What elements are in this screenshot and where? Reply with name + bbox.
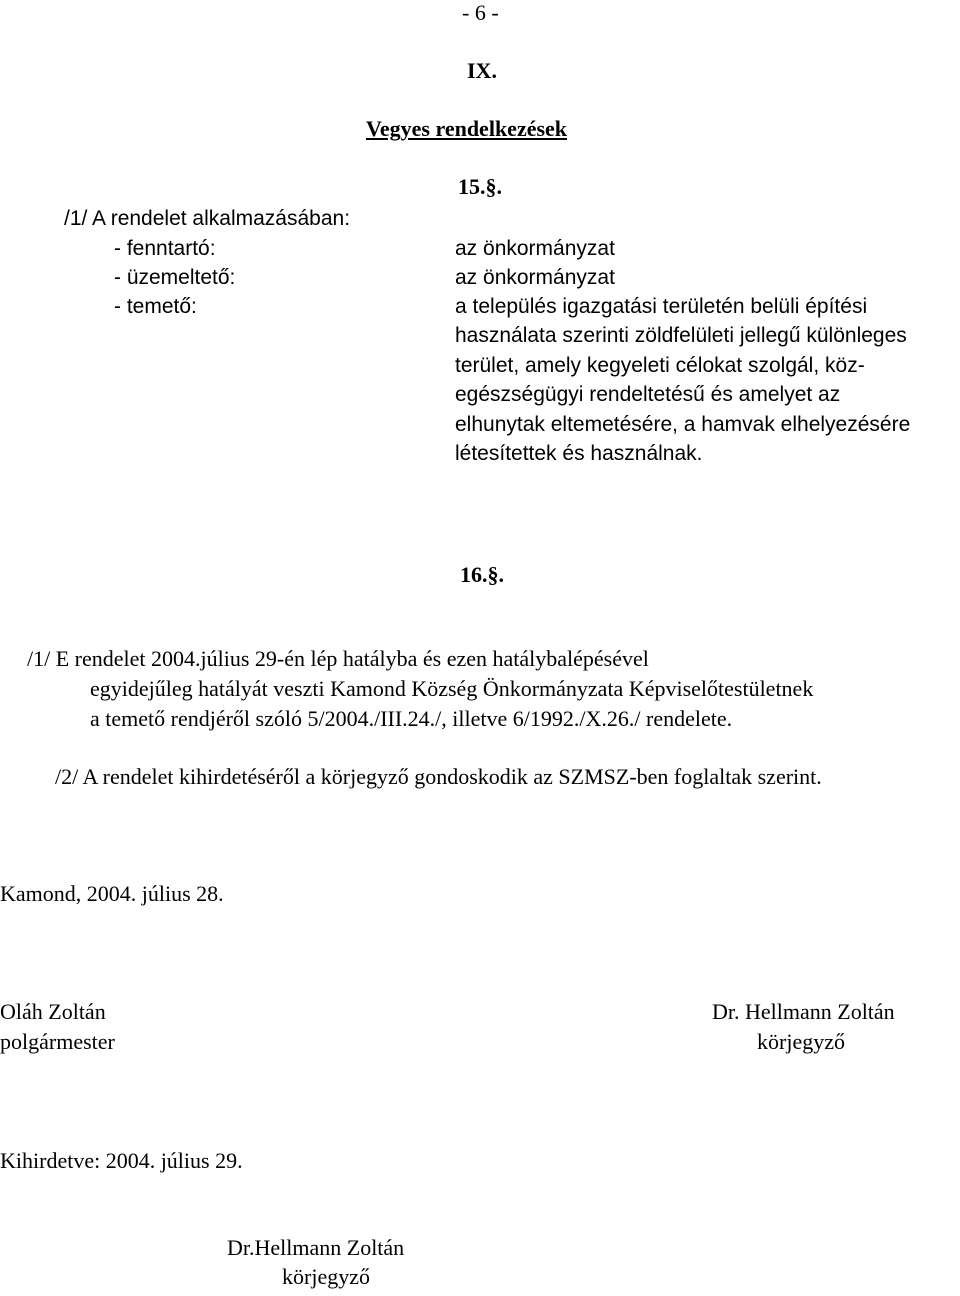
section-16-para1-line: a temető rendjéről szóló 5/2004./III.24./, illetve 6/1992./X.26./ rendelete. [90, 706, 733, 731]
chapter-title: Vegyes rendelkezések [366, 116, 568, 141]
definition-line: egészségügyi rendeltetésű és amelyet az [455, 383, 841, 407]
section-16-para1-first: /1/ E rendelet 2004.július 29-én lép hatályba és ezen hatálybalépésével [27, 646, 649, 671]
section-15-intro: /1/ A rendelet alkalmazásában: [64, 207, 351, 230]
definition-temeto: a település igazgatási területén belüli építési [455, 295, 868, 318]
definition-line: létesítettek és használnak. [455, 442, 703, 466]
definition-temeto-continuation [455, 325, 960, 473]
page-number: - 6 - [462, 0, 499, 25]
section-16-heading: 16.§. [460, 562, 504, 587]
section-16-para2: /2/ A rendelet kihirdetéséről a körjegyző gondoskodik az SZMSZ-ben foglaltak szerint. [55, 764, 822, 789]
promulgation-text: Kihirdetve: 2004. július 29. [0, 1148, 243, 1173]
signature-right-title: körjegyző [757, 1029, 845, 1054]
section-15-heading: 15.§. [458, 174, 502, 199]
definition-line: elhunytak eltemetésére, a hamvak elhelyezésére [455, 412, 911, 436]
place-date: Kamond, 2004. július 28. [0, 881, 224, 906]
term-fenntarto: - fenntartó: [114, 237, 216, 260]
signature-left-name: Oláh Zoltán [0, 999, 106, 1024]
definition-fenntarto: az önkormányzat [455, 237, 615, 260]
definition-line: terület, amely kegyeleti célokat szolgál, köz- [455, 353, 865, 377]
definition-uzemelteto: az önkormányzat [455, 266, 615, 289]
term-uzemelteto: - üzemeltető: [114, 266, 236, 289]
signature-right-name: Dr. Hellmann Zoltán [712, 999, 895, 1024]
promulgation-title: körjegyző [282, 1264, 370, 1289]
section-16-para1-line: egyidejűleg hatályát veszti Kamond Község Önkormányzata Képviselőtestületnek [90, 676, 814, 701]
chapter-number: IX. [467, 58, 497, 83]
promulgation-name: Dr.Hellmann Zoltán [227, 1235, 405, 1260]
signature-left-title: polgármester [0, 1029, 115, 1054]
definition-line: használata szerinti zöldfelületi jellegű különleges [455, 324, 907, 347]
term-temeto: - temető: [114, 295, 197, 318]
